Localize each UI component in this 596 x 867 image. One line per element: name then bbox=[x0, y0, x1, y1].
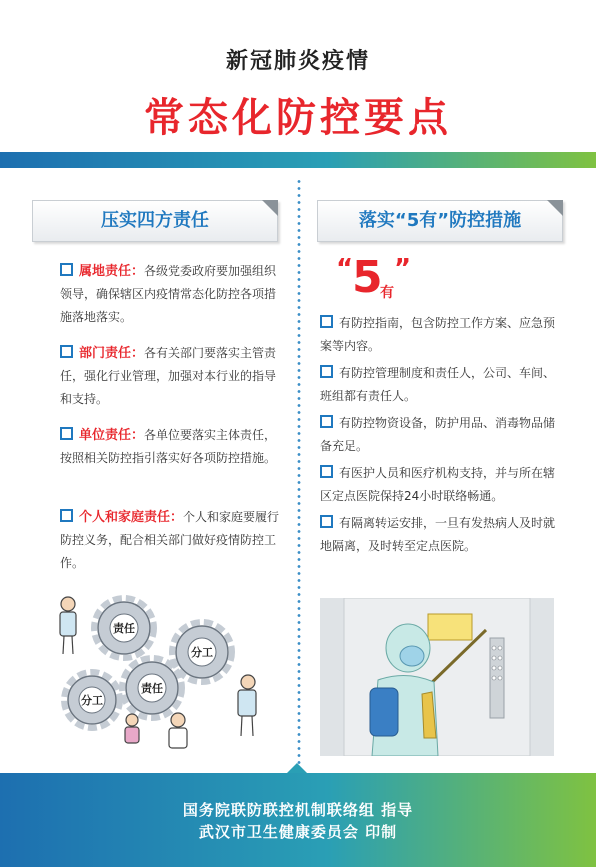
badge-open-quote: “ bbox=[336, 254, 354, 284]
right-item bbox=[320, 412, 558, 458]
checkbox-icon bbox=[320, 465, 333, 478]
left-item bbox=[60, 424, 282, 470]
gear-label: 责任 bbox=[141, 682, 163, 695]
left-item-label: 属地责任： bbox=[79, 264, 145, 279]
badge-char: 有 bbox=[380, 285, 394, 301]
left-item-text: 各单位要落实主体责任，按照相关防控指引落实好各项防控措施。 bbox=[60, 428, 277, 465]
header-fold-corner bbox=[547, 200, 563, 216]
checkbox-icon bbox=[320, 365, 333, 378]
checkbox-icon bbox=[60, 427, 73, 440]
right-section-title: 落实“5有”防控措施 bbox=[358, 210, 522, 231]
gear-label: 分工 bbox=[81, 694, 103, 707]
left-section-title: 压实四方责任 bbox=[101, 210, 209, 231]
left-item bbox=[60, 260, 282, 329]
header-fold-corner bbox=[262, 200, 278, 216]
right-item-text: 有防控物资设备，防护用品、消毒物品储备充足。 bbox=[320, 416, 556, 453]
right-section-header bbox=[317, 200, 563, 242]
gear-label: 分工 bbox=[191, 646, 213, 659]
gear-label: 责任 bbox=[113, 622, 135, 635]
bottom-notch-arrow bbox=[287, 763, 307, 773]
dotted-divider bbox=[297, 178, 301, 768]
checkbox-icon bbox=[320, 515, 333, 528]
left-item-text: 各级党委政府要加强组织领导，确保辖区内疫情常态化防控各项措施落地落实。 bbox=[60, 264, 277, 324]
right-item-text: 有防控管理制度和责任人，公司、车间、班组都有责任人。 bbox=[320, 366, 556, 403]
poster-header bbox=[0, 0, 596, 152]
elevator-disinfection-illustration bbox=[320, 598, 554, 756]
poster-title: 常态化防控要点 bbox=[144, 95, 452, 141]
badge-number: 5 bbox=[352, 252, 383, 303]
right-item bbox=[320, 362, 558, 408]
checkbox-icon bbox=[60, 509, 73, 522]
right-item bbox=[320, 462, 558, 508]
left-item-label: 个人和家庭责任： bbox=[79, 510, 184, 525]
checkbox-icon bbox=[60, 345, 73, 358]
left-item bbox=[60, 342, 282, 411]
checkbox-icon bbox=[320, 415, 333, 428]
right-item-text: 有医护人员和医疗机构支持，并与所在辖区定点医院保持24小时联络畅通。 bbox=[320, 466, 556, 503]
right-item-text: 有隔离转运安排，一旦有发热病人及时就地隔离，及时转至定点医院。 bbox=[320, 516, 556, 553]
checkbox-icon bbox=[320, 315, 333, 328]
footer-printer-line: 武汉市卫生健康委员会 印制 bbox=[198, 823, 398, 841]
left-item-text: 各有关部门要落实主管责任，强化行业管理，加强对本行业的指导和支持。 bbox=[60, 346, 277, 406]
poster-subtitle: 新冠肺炎疫情 bbox=[225, 49, 370, 74]
left-section-header bbox=[32, 200, 278, 242]
footer-guidance-line: 国务院联防联控机制联络组 指导 bbox=[182, 801, 414, 819]
poster-footer bbox=[0, 773, 596, 867]
top-gradient-band bbox=[0, 152, 596, 168]
five-have-badge bbox=[336, 252, 436, 306]
gears-teamwork-illustration bbox=[52, 590, 264, 758]
badge-close-quote: ” bbox=[394, 254, 412, 284]
left-item-text: 个人和家庭要履行防控义务，配合相关部门做好疫情防控工作。 bbox=[60, 510, 280, 570]
right-item-text: 有防控指南，包含防控工作方案、应急预案等内容。 bbox=[320, 316, 556, 353]
checkbox-icon bbox=[60, 263, 73, 276]
right-item bbox=[320, 512, 558, 558]
left-item-label: 单位责任： bbox=[79, 428, 145, 443]
left-item bbox=[60, 506, 282, 575]
right-item bbox=[320, 312, 558, 358]
content-area bbox=[0, 168, 596, 773]
left-item-label: 部门责任： bbox=[79, 346, 145, 361]
